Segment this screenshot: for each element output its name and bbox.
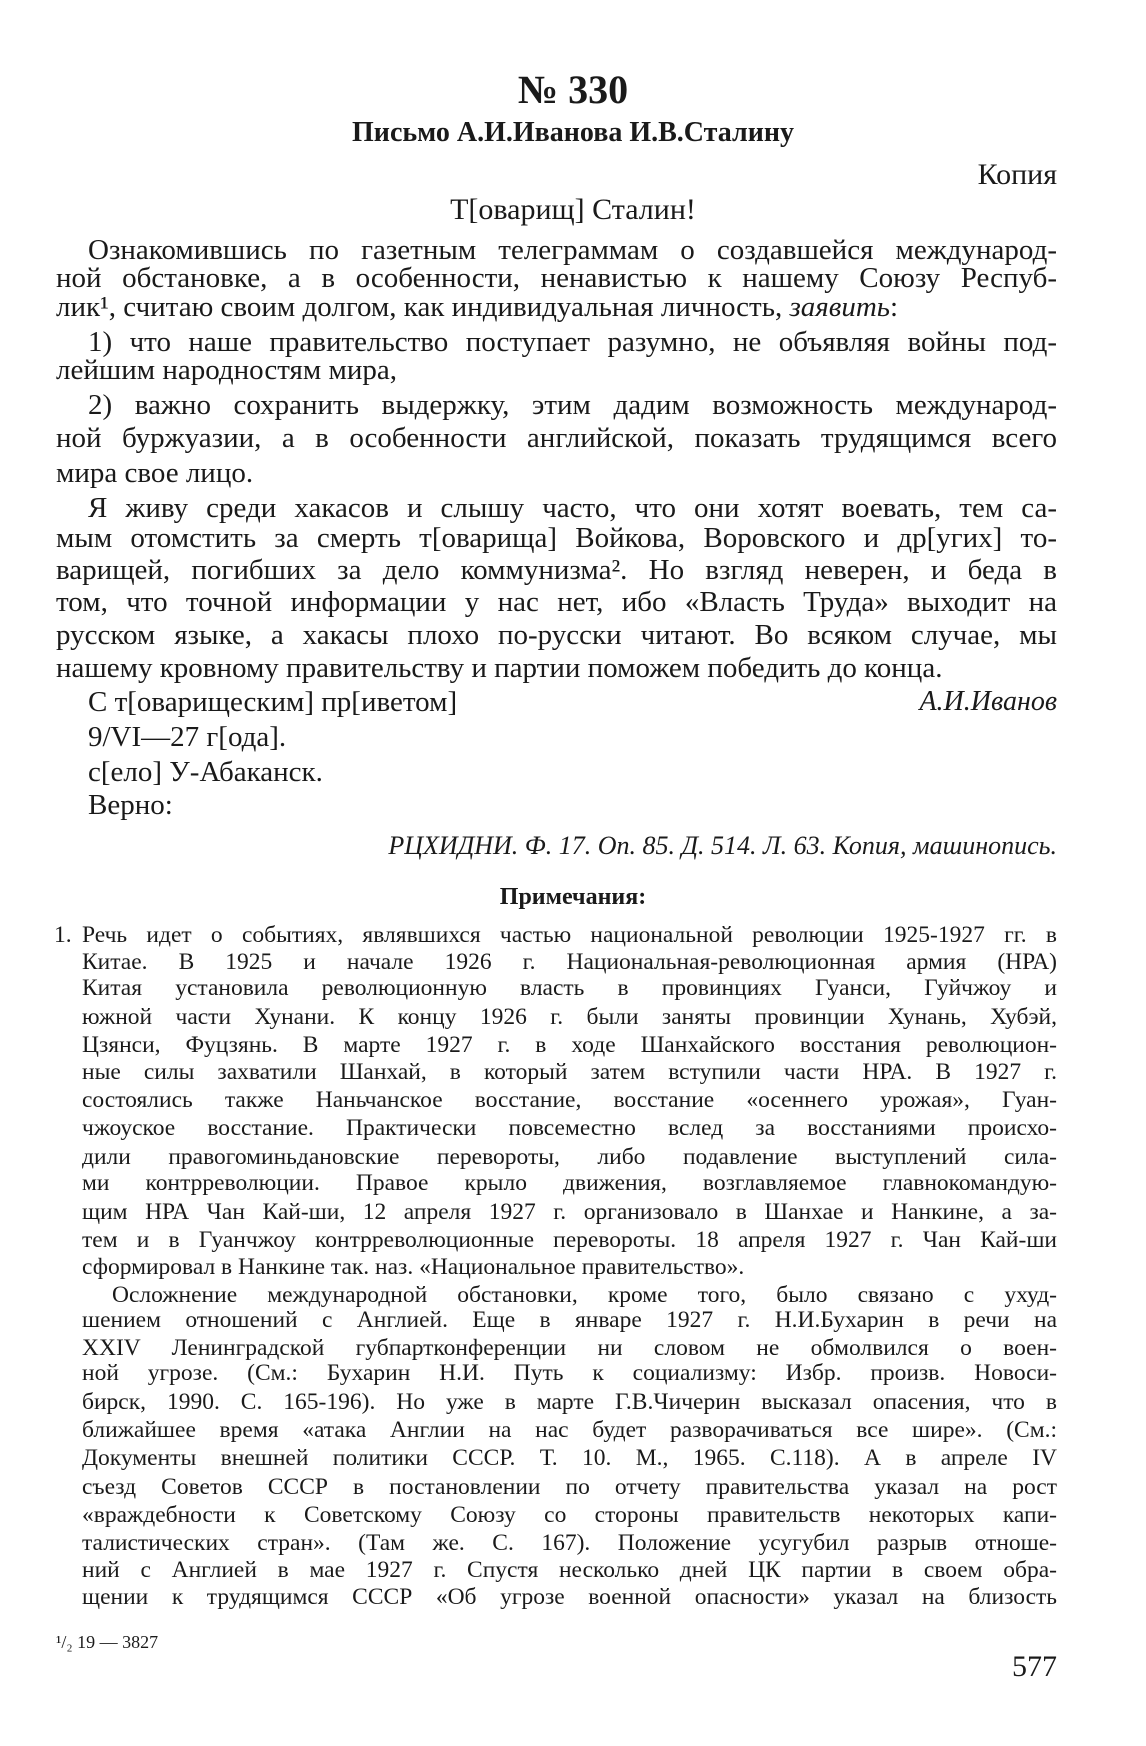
- greeting: Т[оварищ] Сталин!: [450, 193, 696, 226]
- note-line: ные силы захватили Шанхай, в который затем вступили части НРА. В 1927 г.: [82, 1059, 1057, 1085]
- note-line: Цзянси, Фуцзянь. В марте 1927 г. в ходе Шанхайского восстания революцион-: [82, 1032, 1057, 1058]
- letter-line: нашему кровному правительству и партии поможем победить до конца.: [56, 652, 943, 684]
- letter-line: Я живу среди хакасов и слышу часто, что они хотят воевать, тем са-: [88, 492, 1057, 524]
- document-number: № 330: [517, 67, 629, 112]
- letter-line: ной буржуазии, а в особенности английской, показать трудящимся всего: [56, 422, 1057, 454]
- letter-line-text: :: [889, 291, 899, 323]
- letter-line: том, что точной информации у нас нет, ибо «Власть Труда» выходит на: [56, 586, 1057, 618]
- page-number: 577: [1012, 1650, 1057, 1683]
- letter-line: мым отомстить за смерть т[оварища] Войкова, Воровского и др[угих] то-: [56, 522, 1057, 554]
- note-line: Документы внешней политики СССР. Т. 10. М., 1965. С.118). А в апреле IV: [82, 1445, 1057, 1471]
- letter-line: лейшим народностям мира,: [56, 354, 397, 386]
- note-line: шением отношений с Англией. Еще в январе 1927 г. Н.И.Бухарин в речи на: [82, 1307, 1057, 1333]
- letter-line: русском языке, а хакасы плохо по-русски читают. Во всяком случае, мы: [56, 619, 1057, 651]
- note-line: состоялись также Наньчанское восстание, восстание «осеннего урожая», Гуан-: [82, 1087, 1057, 1113]
- note-line: щении к трудящимся СССР «Об угрозе военной опасности» указал на близость: [82, 1584, 1057, 1610]
- letter-line: 1) что наше правительство поступает разумно, не объявляя войны под-: [88, 326, 1057, 358]
- letter-line: 2) важно сохранить выдержку, этим дадим возможность международ-: [88, 389, 1057, 421]
- note-line: Осложнение международной обстановки, кроме того, было связано с ухуд-: [112, 1282, 1057, 1308]
- note-line: щим НРА Чан Кай-ши, 12 апреля 1927 г. организовало в Шанхае и Нанкине, а за-: [82, 1199, 1057, 1225]
- letter-line: Верно:: [88, 789, 173, 821]
- note-line: ний с Англией в мае 1927 г. Спустя несколько дней ЦК партии в своем обра-: [82, 1557, 1057, 1583]
- note-line: тем и в Гуанчжоу контрреволюционные перевороты. 18 апреля 1927 г. Чан Кай-ши: [82, 1227, 1057, 1253]
- note-line: южной части Хунани. К концу 1926 г. были заняты провинции Хунань, Хубэй,: [82, 1004, 1057, 1030]
- copy-mark: Копия: [977, 158, 1057, 191]
- emphasized-word: заявить: [789, 291, 890, 323]
- note-line: ной угрозе. (См.: Бухарин Н.И. Путь к социализму: Избр. произв. Новоси-: [82, 1360, 1057, 1386]
- letter-line: ной обстановке, а в особенности, ненавистью к нашему Союзу Респуб-: [56, 262, 1057, 294]
- letter-line: 9/VI—27 г[ода].: [88, 721, 287, 753]
- letter-line: варищей, погибших за дело коммунизма². Но взгляд неверен, и беда в: [56, 554, 1057, 586]
- letter-line: С т[оварищеским] пр[иветом]: [88, 686, 458, 718]
- letter-line: [56, 290, 1057, 324]
- note-line: чжоуское восстание. Практически повсеместно вслед за восстаниями происхо-: [82, 1115, 1057, 1141]
- note-line: Китае. В 1925 и начале 1926 г. Национальная-революционная армия (НРА): [82, 949, 1057, 975]
- note-line: «враждебности к Советскому Союзу со стороны правительств некоторых капи-: [82, 1502, 1057, 1528]
- letter-line: с[ело] У-Абаканск.: [88, 756, 323, 788]
- archive-source: РЦХИДНИ. Ф. 17. Оп. 85. Д. 514. Л. 63. Копия, машинопись.: [388, 831, 1057, 860]
- note-number: 1.: [54, 922, 72, 948]
- note-line: ближайшее время «атака Англии на нас будет разворачиваться все шире». (См.:: [82, 1417, 1057, 1443]
- note-line: талистических стран». (Там же. С. 167). Положение усугубил разрыв отноше-: [82, 1530, 1057, 1556]
- note-line: XXIV Ленинградской губпартконференции ни словом не обмолвился о воен-: [82, 1335, 1057, 1361]
- note-line: дили правогоминьдановские перевороты, либо подавление выступлений сила-: [82, 1144, 1057, 1170]
- note-line: съезд Советов СССР в постановлении по отчету правительства указал на рост: [82, 1474, 1057, 1500]
- notes-heading: Примечания:: [499, 884, 647, 910]
- note-line: Речь идет о событиях, являвшихся частью национальной революции 1925-1927 гг. в: [82, 922, 1057, 948]
- letter-line: мира свое лицо.: [56, 457, 254, 489]
- note-line: сформировал в Нанкине так. наз. «Национальное правительство».: [82, 1254, 745, 1280]
- document-title: Письмо А.И.Иванова И.В.Сталину: [352, 117, 794, 148]
- letter-line-text: лик¹, считаю своим долгом, как индивидуальная личность,: [56, 291, 790, 323]
- note-line: Китая установила революционную власть в провинциях Гуанси, Гуйчжоу и: [82, 975, 1057, 1001]
- signature: А.И.Иванов: [919, 686, 1057, 717]
- letter-line: Ознакомившись по газетным телеграммам о создавшейся международ-: [88, 234, 1057, 266]
- note-line: бирск, 1990. С. 165-196). Но уже в марте Г.В.Чичерин высказал опасения, что в: [82, 1389, 1057, 1415]
- printer-signature-mark: ¹/₂ 19 — 3827: [56, 1632, 159, 1652]
- note-line: ми контрреволюции. Правое крыло движения, возглавляемое главнокомандую-: [82, 1170, 1057, 1196]
